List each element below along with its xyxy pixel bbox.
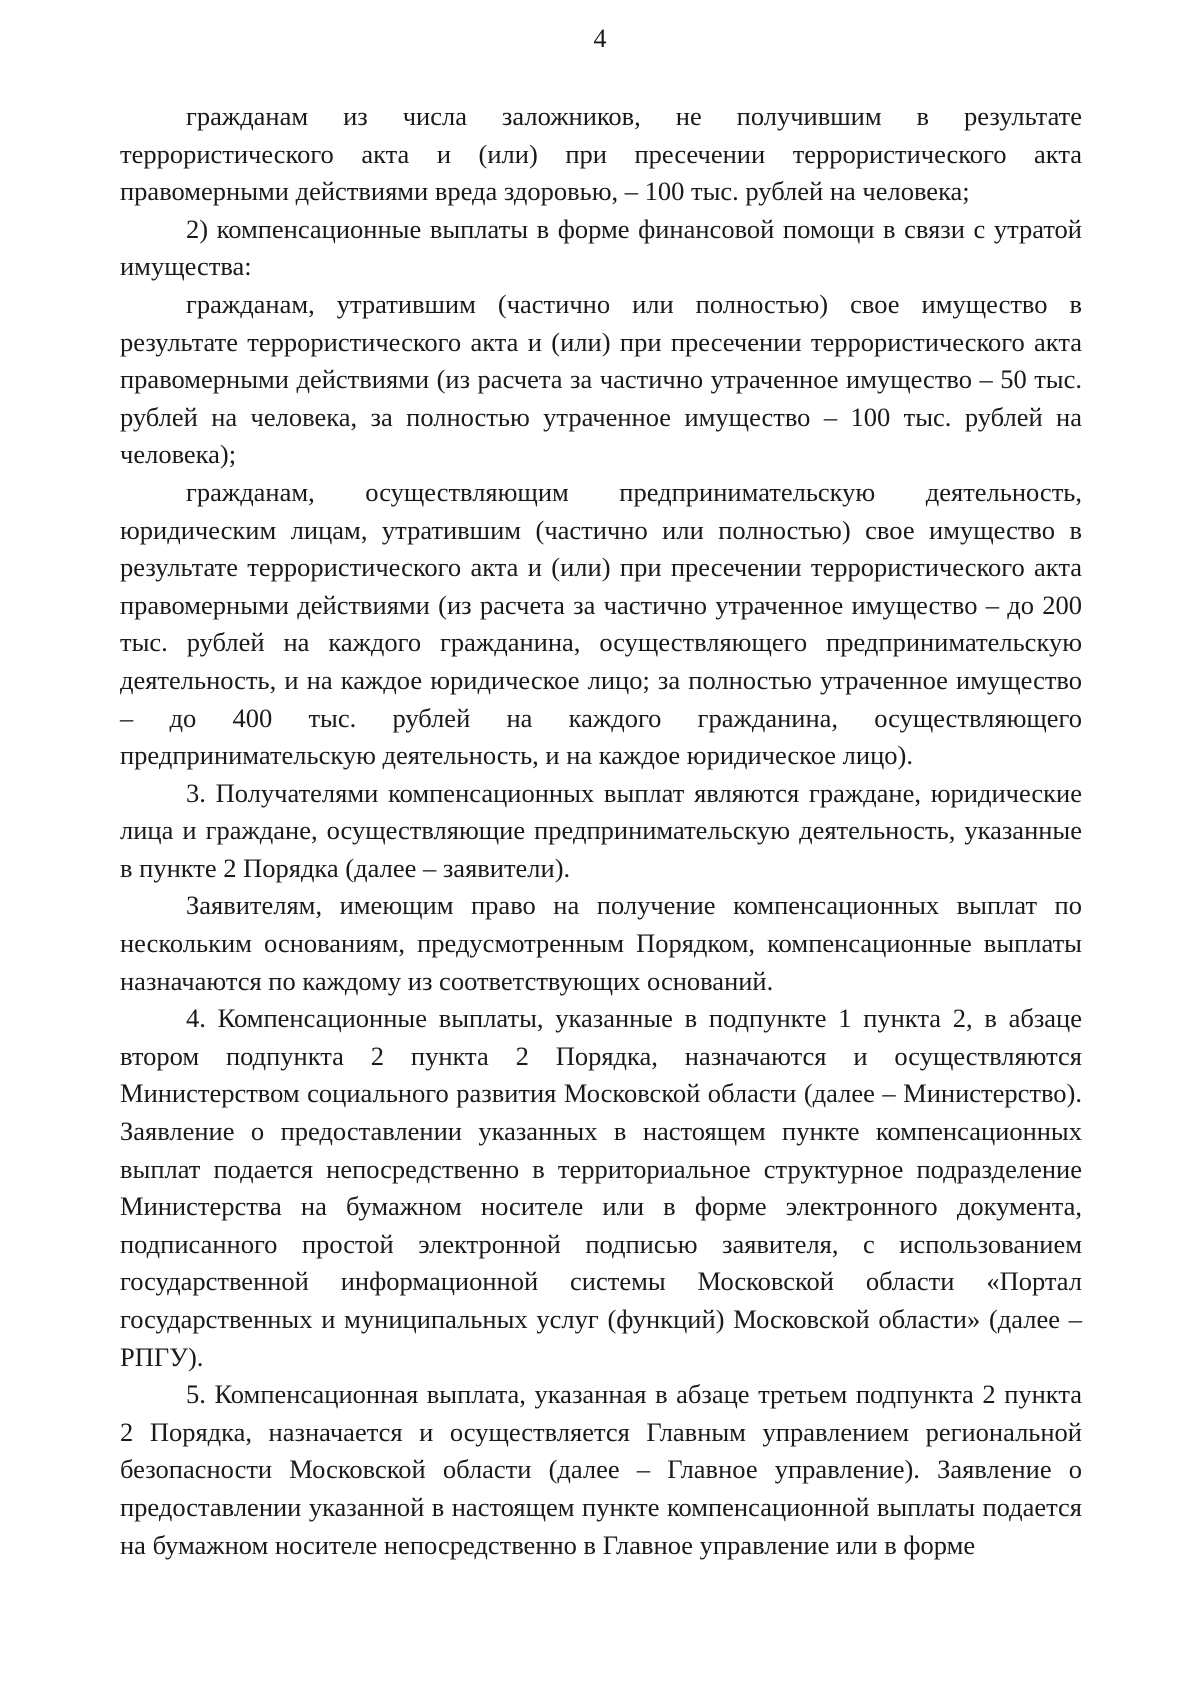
paragraph-property-loss-heading: 2) компенсационные выплаты в форме финансовой помощи в связи с утратой имущества:: [120, 213, 1082, 282]
paragraph-multiple-grounds: Заявителям, имеющим право на получение компенсационных выплат по нескольким основаниям, предусмотренным Порядком, компенсационные выплаты назначаются по каждому из соответствующих оснований.: [120, 890, 1082, 996]
paragraph-item-5-main-directorate: 5. Компенсационная выплата, указанная в абзаце третьем подпункта 2 пункта 2 Порядка, назначается и осуществляется Главным управлением региональной безопасности Московской области (далее – Главное управление). Заявление о предоставлении указанной в настоящем пункте компенсационной выплаты подается на бумажном носителе непосредственно в Главное управление или в форме: [120, 1379, 1082, 1560]
paragraph-hostages-compensation: гражданам из числа заложников, не получившим в результате террористического акта и (или) при пресечении террористического акта правомерными действиями вреда здоровью, – 100 тыс. рублей на человека;: [120, 101, 1082, 207]
page-number: 4: [593, 24, 607, 53]
document-body: [120, 98, 1082, 1564]
paragraph-citizens-property-loss: гражданам, утратившим (частично или полностью) свое имущество в результате террористического акта и (или) при пресечении террористического акта правомерными действиями (из расчета за частично утраченное имущество – 50 тыс. рублей на человека, за полностью утраченное имущество – 100 тыс. рублей на человека);: [120, 288, 1082, 470]
paragraph-item-4-ministry: 4. Компенсационные выплаты, указанные в подпункте 1 пункта 2, в абзаце втором подпункта 2 пункта 2 Порядка, назначаются и осуществляются Министерством социального развития Московской области (далее – Министерство). Заявление о предоставлении указанных в настоящем пункте компенсационных выплат подается непосредственно в территориальное структурное подразделение Министерства на бумажном носителе или в форме электронного документа, подписанного простой электронной подписью заявителя, с использованием государственной информационной системы Московской области «Портал государственных и муниципальных услуг (функций) Московской области» (далее – РПГУ).: [120, 1003, 1082, 1372]
paragraph-entrepreneurs-property-loss: гражданам, осуществляющим предпринимательскую деятельность, юридическим лицам, утратившим (частично или полностью) свое имущество в результате террористического акта и (или) при пресечении террористического акта правомерными действиями (из расчета за частично утраченное имущество – до 200 тыс. рублей на каждого гражданина, осуществляющего предпринимательскую деятельность, и на каждое юридическое лицо; за полностью утраченное имущество – до 400 тыс. рублей на каждого гражданина, осуществляющего предпринимательскую деятельность, и на каждое юридическое лицо).: [120, 476, 1082, 771]
paragraph-item-3-recipients: 3. Получателями компенсационных выплат являются граждане, юридические лица и граждане, осуществляющие предпринимательскую деятельность, указанные в пункте 2 Порядка (далее – заявители).: [120, 777, 1082, 883]
